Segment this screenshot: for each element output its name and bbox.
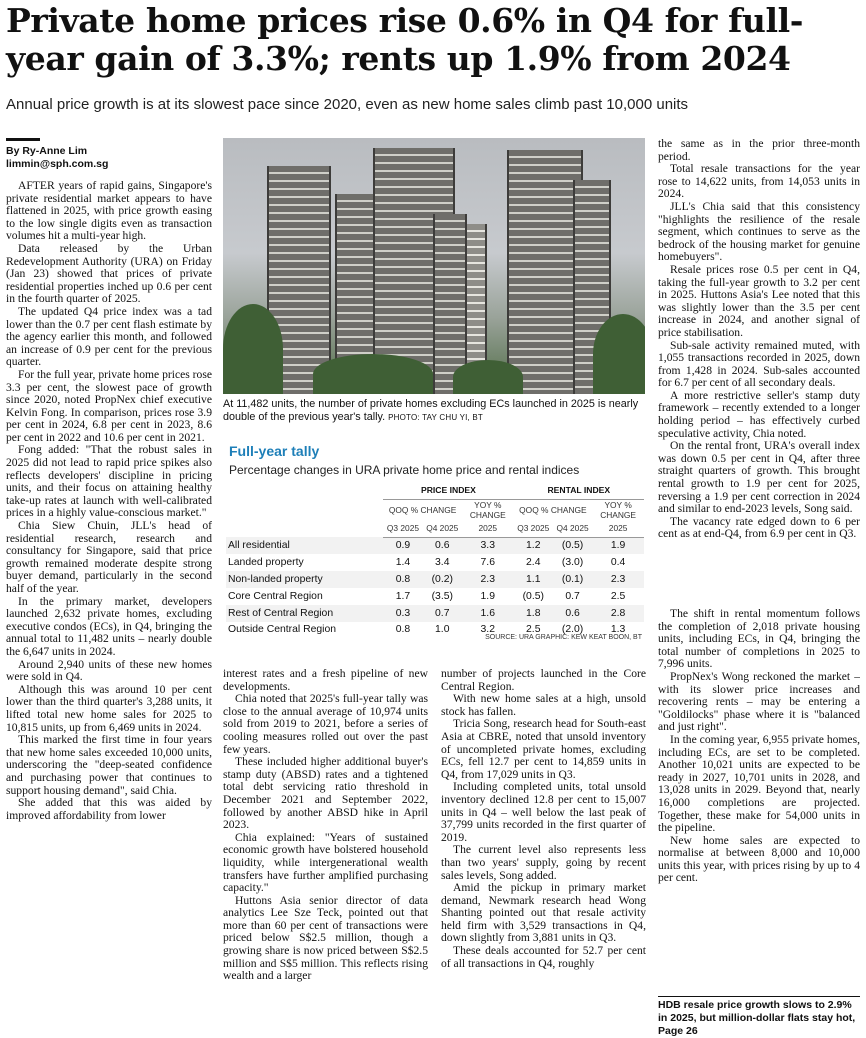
paragraph: Although this was around 10 per cent lower than the third quarter's 3,288 units, it lifted total new home sales for 2025 to 10,815 units, up from 6,469 units in 2024. (6, 682, 212, 734)
paragraph: The updated Q4 price index was a tad lower than the 0.7 per cent flash estimate by the agency earlier this month, and followed an increase of 0.9 per cent for the previous quarter. (6, 304, 212, 369)
table-cell: 1.3 (610, 624, 626, 636)
tally-title: Full-year tally (229, 443, 320, 459)
table-row (226, 571, 644, 588)
paragraph: JLL's Chia said that this consistency "highlights the resilience of the resale segment, which continues to serve as the bedrock of the housing market for genuine homebuyers". (658, 199, 860, 264)
table-cell: 1.9 (480, 590, 495, 602)
table-cell: 2.5 (610, 590, 626, 602)
paragraph: Around 2,940 units of these new homes were sold in Q4. (6, 657, 212, 684)
standfirst: Annual price growth is at its slowest pace since 2020, even as new home sales climb past 10,000 units (6, 96, 689, 113)
byline (6, 145, 216, 171)
paragraph: The vacancy rate edged down to 6 per cent as at end-Q4, from 6.9 per cent in Q3. (658, 514, 860, 541)
period-header: Q3 2025 (514, 520, 553, 537)
byline-rule (6, 138, 40, 141)
paragraph: In the primary market, developers launched 2,632 private homes, excluding executive condos (ECs), in Q4, bringing the annual total to 11,482 units – nearly double the 6,647 units in 2024. (6, 594, 212, 658)
table-cell: 0.6 (423, 537, 462, 554)
paragraph: Amid the pickup in primary market demand, Newmark research head Wong Shanting pointed out that resale activity held firm with 3,529 transactions in Q4, down slightly from 3,881 units in Q3. (441, 881, 646, 945)
paragraph: She added that this was aided by improved affordability from lower (6, 796, 212, 822)
paragraph: A more restrictive seller's stamp duty framework – recently extended to a longer holding period – has effectively curbed speculative activity, Chia noted. (658, 388, 860, 440)
table-cell: 0.9 (383, 537, 422, 554)
paragraph: These included higher additional buyer's stamp duty (ABSD) rates and a tightened total debt servicing ratio threshold in December 2021 and September 2022, followed by another ABSD hike in April 2023. (223, 755, 428, 832)
table-row (226, 588, 644, 605)
paragraph: Including completed units, total unsold inventory declined 12.8 per cent to 15,007 units in Q4 – well below the last peak of 37,799 units recorded in the first quarter of 2019. (441, 780, 646, 844)
paragraph: Huttons Asia senior director of data analytics Lee Sze Teck, pointed out that more than 60 per cent of transactions were priced below S$2.5 million, though a growing share is now priced between S$2.5 million and S$5 million. This reflects rising wealth and a larger (223, 893, 428, 983)
paragraph: Total resale transactions for the year rose to 14,622 units, from 14,053 units in 2024. (658, 162, 860, 201)
period-header: Q4 2025 (553, 520, 592, 537)
paragraph: The shift in rental momentum follows the completion of 2,018 private housing units, including ECs, in Q4, bringing the total number of completions in 2025 to 7,996 units. (658, 608, 860, 671)
paragraph: Tricia Song, research head for South-east Asia at CBRE, noted that unsold inventory of uncompleted private homes, excluding ECs, fell 12.7 per cent to 14,859 units in Q4, from 17,029 units in Q3. (441, 717, 646, 781)
table-cell: 2.8 (592, 605, 644, 622)
paragraph: Resale prices rose 0.5 per cent in Q4, taking the full-year growth to 3.2 per cent in 2025. Huttons Asia's Lee noted that this was slightly lower than the 3.5 per cent increase in 2024, and another signal of price stabilisation. (658, 262, 860, 339)
news-photo (223, 138, 645, 394)
table-cell: 3.3 (462, 537, 514, 554)
column-1 (6, 180, 212, 1024)
rental-index-header: RENTAL INDEX (514, 482, 644, 499)
paragraph: This marked the first time in four years that new home sales exceeded 10,000 units, underscoring the "deep-seated confidence and purchasing power that continues to support housing demand", said Chia. (6, 733, 212, 797)
table-cell: 2.4 (526, 557, 541, 569)
paragraph: Chia explained: "Years of sustained economic growth have bolstered household liquidity, while intergenerational wealth transfers have further amplified purchasing capacity." (223, 830, 428, 895)
photo-caption (223, 398, 645, 424)
table-cell: (3.5) (431, 590, 453, 602)
table-cell: 0.7 (423, 605, 462, 622)
table-row (226, 605, 644, 622)
paragraph: In the coming year, 6,955 private homes, including ECs, are set to be completed. Another 10,021 units are expected to be ready in 2027, 10,701 units in 2028, and 13,028 units in 2029. Beyond that, nearly 16,000 completions are projected. Together, these make for 54,000 units in the pipeline. (658, 732, 860, 835)
paragraph: the same as in the prior three-month period. (658, 138, 860, 163)
table-cell: 1.1 (514, 571, 553, 588)
paragraph: number of projects launched in the Core Central Region. (441, 668, 646, 693)
table-cell: 2.3 (462, 571, 514, 588)
paragraph: interest rates and a fresh pipeline of new developments. (223, 668, 428, 693)
row-label: Core Central Region (228, 590, 323, 602)
period-header: 2025 (462, 520, 514, 537)
table-cell: 0.6 (553, 605, 592, 622)
table-cell: (0.2) (423, 571, 462, 588)
row-label: Rest of Central Region (226, 605, 383, 622)
table-cell: (0.1) (553, 571, 592, 588)
table-cell: (0.5) (553, 537, 592, 554)
row-label: Non-landed property (226, 571, 383, 588)
photo-credit: PHOTO: TAY CHU YI, BT (388, 413, 483, 422)
column-2 (223, 668, 428, 1024)
paragraph: Chia noted that 2025's full-year tally was close to the annual average of 10,974 units sold from 2019 to 2021, before a series of cooling measures rolled out over the past few years. (223, 692, 428, 756)
table-cell: 0.3 (383, 605, 422, 622)
table-cell: 0.7 (565, 590, 580, 602)
paragraph: PropNex's Wong reckoned the market – with its slower price increases and recovering rents – may be entering a "Goldilocks" phase where it is "balanced and just right". (658, 669, 860, 734)
table-cell: 0.8 (383, 571, 422, 588)
paragraph: On the rental front, URA's overall index was down 0.5 per cent in Q4, after three straight quarters of growth. This brought rental growth to 1.9 per cent for 2025, reversing a 1.9 per cent correction in 2024 and similar to end-2023 levels, Song said. (658, 439, 860, 516)
period-header: Q4 2025 (423, 520, 462, 537)
table-cell: 2.5 (526, 624, 541, 636)
table-cell: 2.3 (592, 571, 644, 588)
headline: Private home prices rise 0.6% in Q4 for full-year gain of 3.3%; rents up 1.9% from 2024 (6, 1, 804, 78)
price-qoq-header: QOQ % CHANGE (388, 504, 457, 515)
tally-source: SOURCE: URA GRAPHIC: KEW KEAT BOON, BT (485, 634, 642, 641)
table-cell: 0.8 (395, 624, 411, 636)
table-cell: 1.0 (435, 624, 450, 636)
rental-qoq-header: QOQ % CHANGE (519, 504, 587, 515)
table-cell: 7.6 (480, 557, 495, 569)
caption-text: At 11,482 units, the number of private homes excluding ECs launched in 2025 is nearly double of the previous year's tally. (223, 398, 639, 423)
price-yoy-header: YOY % CHANGE (469, 499, 506, 520)
table-cell: 0.4 (610, 557, 626, 569)
paragraph: With new home sales at a high, unsold stock has fallen. (441, 692, 646, 718)
table-cell: 1.8 (514, 605, 553, 622)
tally-table (226, 482, 644, 638)
table-cell: 1.2 (514, 537, 553, 554)
tally-subtitle: Percentage changes in URA private home price and rental indices (229, 463, 580, 477)
table-cell: 3.2 (480, 624, 495, 636)
table-row (226, 537, 644, 554)
paragraph: AFTER years of rapid gains, Singapore's private residential market appears to have flattened in 2025, with price growth easing to the low single digits even as transaction volumes hit a multi-year high. (6, 180, 212, 243)
row-label: Outside Central Region (228, 624, 337, 636)
table-cell: (2.0) (561, 624, 584, 636)
column-4 (658, 138, 860, 608)
paragraph: Fong added: "That the robust sales in 2025 did not lead to rapid price spikes also reflects developers' discipline in pricing units, and their focus on attaining healthy take-up rates at launch with well-calibrated prices in a highly value-conscious market." (6, 443, 212, 520)
table-cell: (3.0) (561, 557, 584, 569)
period-header: Q3 2025 (383, 520, 422, 537)
table-row (226, 554, 644, 571)
paragraph: The current level also represents less than two years' supply, going by recent sales levels, Song added. (441, 843, 646, 882)
paragraph: Data released by the Urban Redevelopment Authority (URA) on Friday (Jan 23) showed that prices of private residential properties inched up 0.6 per cent in the fourth quarter of 2025. (6, 241, 212, 306)
table-cell: (0.5) (522, 590, 544, 602)
paragraph: Chia Siew Chuin, JLL's head of residential research, research and consultancy for Singapore, said that price growth remained moderate despite strong buyer demand, particularly in the second half of the year. (6, 519, 212, 595)
table-cell: 3.4 (435, 557, 450, 569)
table-cell: 1.6 (462, 605, 514, 622)
table-cell: 1.4 (395, 557, 411, 569)
table-cell: 1.9 (592, 537, 644, 554)
row-label: All residential (226, 537, 383, 554)
period-header: 2025 (592, 520, 644, 537)
tally-body (226, 537, 644, 638)
table-cell: 1.7 (395, 590, 411, 602)
paragraph: New home sales are expected to normalise at between 8,000 and 10,000 units this year, with prices rising by up to 4 per cent. (658, 833, 860, 885)
price-index-header: PRICE INDEX (383, 482, 513, 499)
related-story-link[interactable]: HDB resale price growth slows to 2.9% in 2025, but million-dollar flats stay hot, Page 26 (658, 996, 860, 1038)
column-3 (441, 668, 646, 1024)
row-label: Landed property (228, 557, 304, 569)
paragraph: For the full year, private home prices rose 3.3 per cent, the slowest pace of growth since 2020, noted PropNex chief executive Kelvin Fong. In comparison, prices rose 3.9 per cent in 2024, 6.8 per cent in 2023, 8.6 per cent in 2022 and 10.6 per cent in 2021. (6, 367, 212, 444)
column-4-continued (658, 608, 860, 994)
rental-yoy-header: YOY % CHANGE (600, 499, 637, 520)
author-name: By Ry-Anne Lim (6, 145, 88, 157)
author-email[interactable]: limmin@sph.com.sg (6, 158, 109, 170)
paragraph: Sub-sale activity remained muted, with 1,055 transactions recorded in 2025, down from 1,428 in 2024. Sub-sales accounted for 6.7 per cent of all secondary deals. (658, 338, 860, 390)
paragraph: These deals accounted for 52.7 per cent of all transactions in Q4, roughly (441, 944, 646, 970)
